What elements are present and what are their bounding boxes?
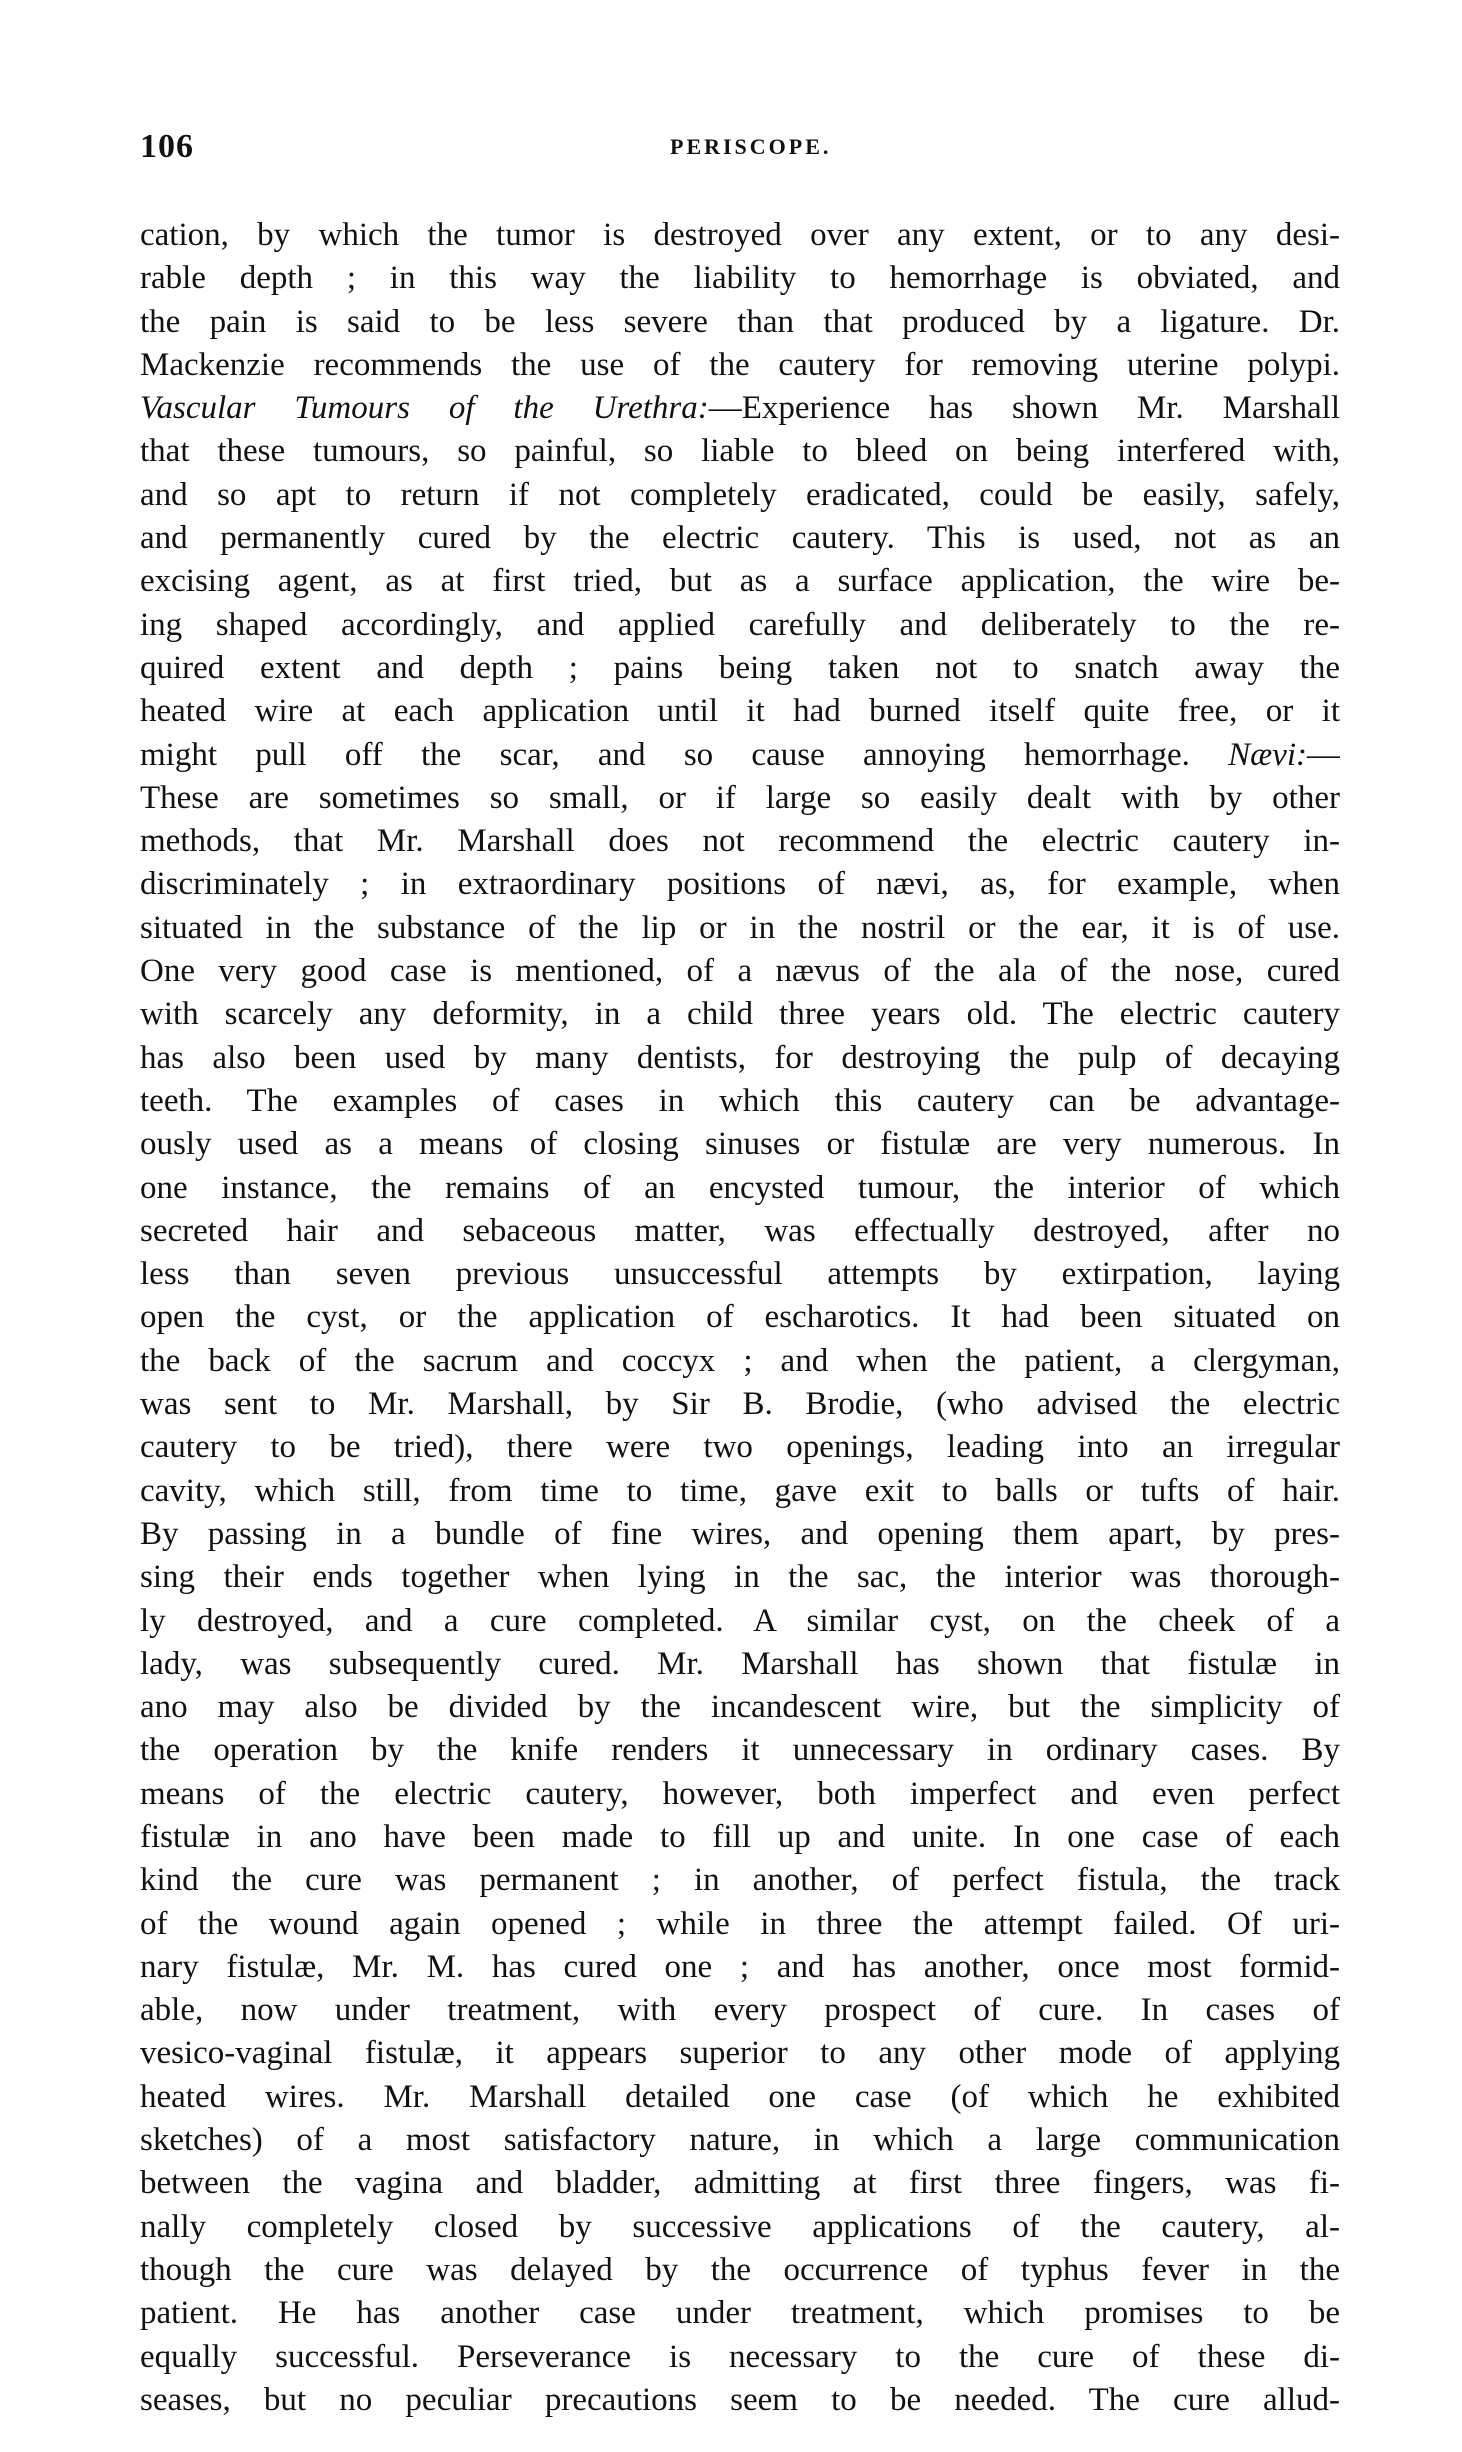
body-paragraph <box>140 214 1340 2422</box>
italic-heading: Nævi: <box>1228 736 1307 773</box>
line-text: nary fistulæ, Mr. M. has cured one ; and has another, once most formid- <box>140 1948 1340 1985</box>
line-text: the operation by the knife renders it unnecessary in ordinary cases. By <box>140 1732 1340 1769</box>
line-text: kind the cure was permanent ; in another, of perfect fistula, the track <box>140 1862 1340 1899</box>
line-text: — <box>1307 736 1340 773</box>
text-line <box>140 820 1340 863</box>
text-line <box>140 1556 1340 1599</box>
line-text: One very good case is mentioned, of a nævus of the ala of the nose, cured <box>140 953 1340 990</box>
line-text: of the wound again opened ; while in three the attempt failed. Of uri- <box>140 1905 1340 1942</box>
text-line <box>140 517 1340 560</box>
line-text: the back of the sacrum and coccyx ; and when the patient, a clergyman, <box>140 1342 1340 1379</box>
text-line <box>140 1773 1340 1816</box>
line-text: quired extent and depth ; pains being taken not to snatch away the <box>140 649 1340 686</box>
line-text: fistulæ in ano have been made to fill up and unite. In one case of each <box>140 1818 1340 1855</box>
text-line <box>140 2292 1340 2335</box>
line-text: less than seven previous unsuccessful attempts by extirpation, laying <box>140 1256 1340 1293</box>
line-text: These are sometimes so small, or if large so easily dealt with by other <box>140 779 1340 816</box>
line-text: ano may also be divided by the incandescent wire, but the simplicity of <box>140 1689 1340 1726</box>
text-line <box>140 1253 1340 1296</box>
line-text: methods, that Mr. Marshall does not recommend the electric cautery in- <box>140 823 1340 860</box>
line-text: cation, by which the tumor is destroyed over any extent, or to any desi- <box>140 217 1340 253</box>
line-text: cautery to be tried), there were two openings, leading into an irregular <box>140 1429 1340 1466</box>
text-line <box>140 1686 1340 1729</box>
text-line <box>140 1859 1340 1902</box>
text-line <box>140 474 1340 517</box>
line-text: was sent to Mr. Marshall, by Sir B. Brodie, (who advised the electric <box>140 1386 1340 1423</box>
text-line <box>140 777 1340 820</box>
line-text: might pull off the scar, and so cause annoying hemorrhage. <box>140 736 1229 773</box>
line-text: —Experience has shown Mr. Marshall <box>708 390 1340 427</box>
text-line <box>140 1340 1340 1383</box>
text-line <box>140 2119 1340 2162</box>
text-line <box>140 560 1340 603</box>
text-line <box>140 1643 1340 1686</box>
text-line <box>140 1989 1340 2032</box>
line-text: equally successful. Perseverance is necessary to the cure of these di- <box>140 2338 1340 2375</box>
line-text: ly destroyed, and a cure completed. A similar cyst, on the cheek of a <box>140 1602 1340 1639</box>
text-line <box>140 301 1340 344</box>
text-line <box>140 2206 1340 2249</box>
text-line <box>140 734 1340 777</box>
line-text: that these tumours, so painful, so liable to bleed on being interfered with, <box>140 433 1340 470</box>
text-line <box>140 2249 1340 2292</box>
text-line <box>140 1080 1340 1123</box>
text-line <box>140 1903 1340 1946</box>
text-line <box>140 257 1340 300</box>
line-text: secreted hair and sebaceous matter, was effectually destroyed, after no <box>140 1212 1340 1249</box>
text-line <box>140 344 1340 387</box>
text-line <box>140 690 1340 733</box>
line-text: heated wire at each application until it had burned itself quite free, or it <box>140 693 1340 730</box>
italic-heading: Vascular Tumours of the Urethra: <box>140 390 709 427</box>
text-line <box>140 1816 1340 1859</box>
line-text: between the vagina and bladder, admitting at first three fingers, was fi- <box>140 2165 1340 2202</box>
text-line <box>140 1296 1340 1339</box>
line-text: the pain is said to be less severe than that produced by a ligature. Dr. <box>140 303 1340 340</box>
line-text: and permanently cured by the electric cautery. This is used, not as an <box>140 520 1340 557</box>
line-text: By passing in a bundle of fine wires, and opening them apart, by pres- <box>140 1515 1340 1552</box>
text-line <box>140 604 1340 647</box>
running-head <box>140 128 1340 172</box>
line-text: has also been used by many dentists, for destroying the pulp of decaying <box>140 1039 1340 1076</box>
line-text: Mackenzie recommends the use of the cautery for removing uterine polypi. <box>140 346 1340 383</box>
text-line <box>140 907 1340 950</box>
line-text: teeth. The examples of cases in which this cautery can be advantage- <box>140 1082 1340 1119</box>
text-line <box>140 993 1340 1036</box>
line-text: sing their ends together when lying in the sac, the interior was thorough- <box>140 1559 1340 1596</box>
text-line <box>140 387 1340 430</box>
text-line <box>140 647 1340 690</box>
line-text: rable depth ; in this way the liability to hemorrhage is obviated, and <box>140 260 1340 297</box>
line-text: situated in the substance of the lip or in the nostril or the ear, it is of use. <box>140 909 1340 946</box>
line-text: vesico-vaginal fistulæ, it appears superior to any other mode of applying <box>140 2035 1340 2072</box>
line-text: patient. He has another case under treatment, which promises to be <box>140 2295 1340 2332</box>
line-text: ing shaped accordingly, and applied carefully and deliberately to the re- <box>140 606 1340 643</box>
text-line <box>140 430 1340 473</box>
line-text: sketches) of a most satisfactory nature, in which a large communication <box>140 2122 1340 2159</box>
text-line <box>140 1729 1340 1772</box>
line-text: open the cyst, or the application of escharotics. It had been situated on <box>140 1299 1340 1336</box>
text-line <box>140 1513 1340 1556</box>
text-line <box>140 863 1340 906</box>
text-line <box>140 2379 1340 2422</box>
line-text: lady, was subsequently cured. Mr. Marshall has shown that fistulæ in <box>140 1645 1340 1682</box>
line-text: though the cure was delayed by the occurrence of typhus fever in the <box>140 2251 1340 2288</box>
line-text: cavity, which still, from time to time, gave exit to balls or tufts of hair. <box>140 1472 1340 1509</box>
text-line <box>140 1946 1340 1989</box>
text-line <box>140 1123 1340 1166</box>
text-line <box>140 1167 1340 1210</box>
line-text: heated wires. Mr. Marshall detailed one case (of which he exhibited <box>140 2078 1340 2115</box>
line-text: and so apt to return if not completely eradicated, could be easily, safely, <box>140 476 1340 513</box>
running-title: PERISCOPE. <box>670 134 832 159</box>
text-line <box>140 950 1340 993</box>
line-text: one instance, the remains of an encysted tumour, the interior of which <box>140 1169 1340 1206</box>
line-text: means of the electric cautery, however, both imperfect and even perfect <box>140 1775 1340 1812</box>
text-line <box>140 2076 1340 2119</box>
text-line <box>140 1470 1340 1513</box>
text-line <box>140 1383 1340 1426</box>
line-text: nally completely closed by successive applications of the cautery, al- <box>140 2208 1340 2245</box>
line-text: with scarcely any deformity, in a child three years old. The electric cautery <box>140 996 1340 1033</box>
line-text: seases, but no peculiar precautions seem to be needed. The cure allud- <box>140 2381 1340 2418</box>
text-line <box>140 214 1340 257</box>
text-line <box>140 1426 1340 1469</box>
text-line <box>140 2032 1340 2075</box>
line-text: able, now under treatment, with every prospect of cure. In cases of <box>140 1992 1340 2029</box>
line-text: discriminately ; in extraordinary positions of nævi, as, for example, when <box>140 866 1340 903</box>
line-text: ously used as a means of closing sinuses or fistulæ are very numerous. In <box>140 1126 1340 1163</box>
line-text: excising agent, as at first tried, but as a surface application, the wire be- <box>140 563 1340 600</box>
text-line <box>140 2162 1340 2205</box>
text-line <box>140 1210 1340 1253</box>
text-line <box>140 1600 1340 1643</box>
text-line <box>140 2336 1340 2379</box>
text-line <box>140 1037 1340 1080</box>
page-number: 106 <box>140 128 194 165</box>
